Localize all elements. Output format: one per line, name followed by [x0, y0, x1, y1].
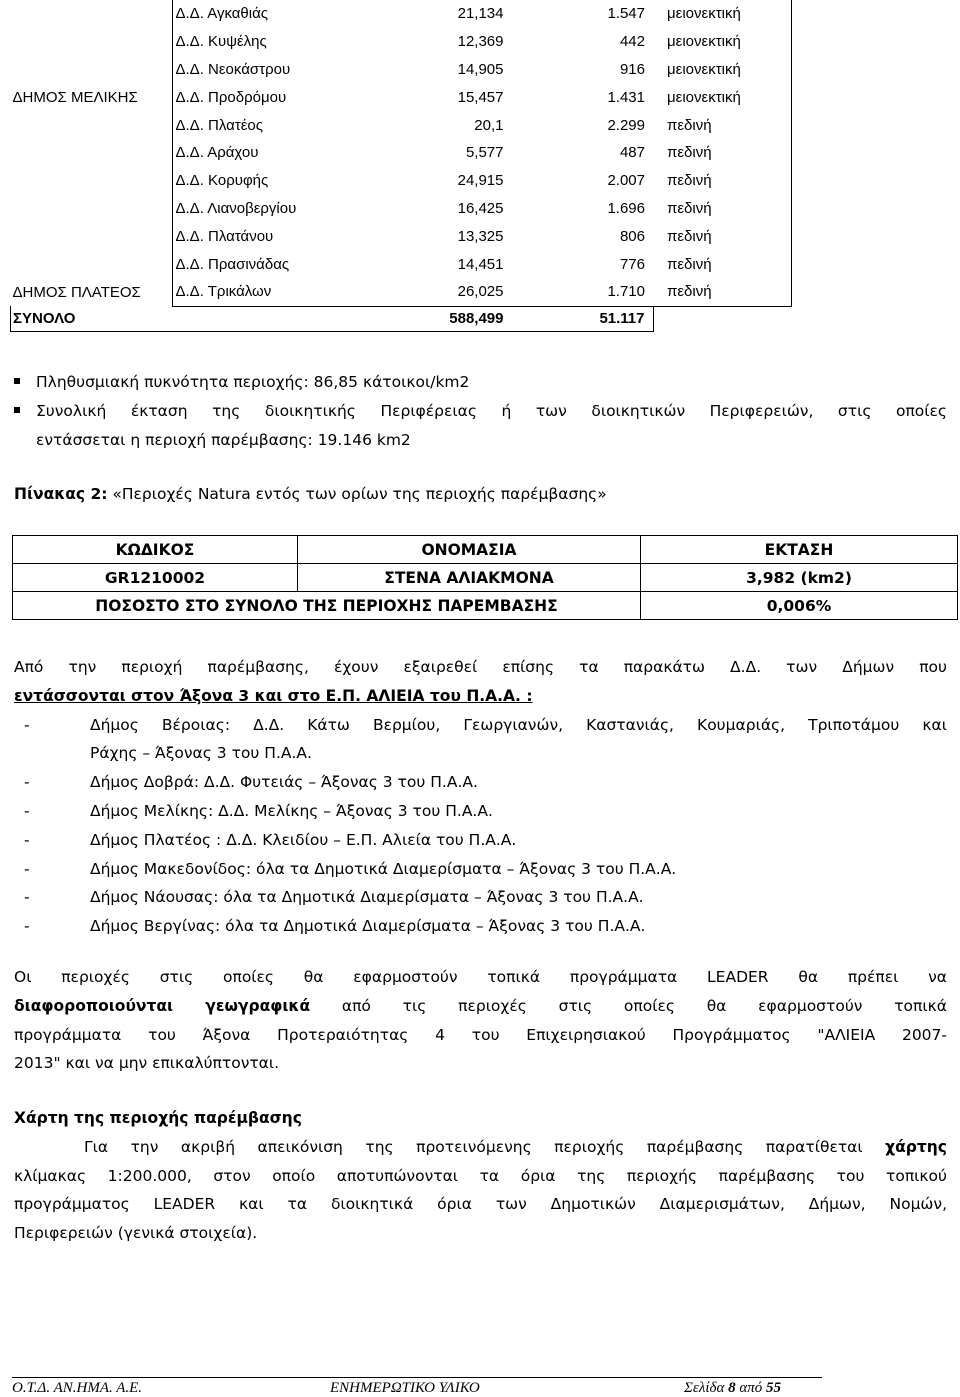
area-cell: 21,134	[457, 5, 504, 23]
district-cell: Δ.Δ. Κυψέλης	[172, 28, 380, 56]
table-row	[11, 195, 792, 223]
type-cell: πεδινή	[653, 167, 792, 195]
density-bullet	[14, 368, 947, 397]
table-row	[11, 111, 792, 139]
bullet-square-icon	[14, 407, 20, 413]
map-section-heading: Χάρτη της περιοχής παρέμβασης	[14, 1109, 302, 1127]
footer-document-type: ΕΝΗΜΕΡΩΤΙΚΟ ΥΛΙΚΟ	[330, 1380, 480, 1396]
natura-table-row	[13, 564, 958, 592]
total-empty-cell	[653, 306, 792, 331]
density-bullet-list	[14, 368, 947, 454]
exclusion-item	[14, 826, 947, 855]
leader-line3: προγράμματα του Άξονα Προτεραιότητας 4 του Επιχειρησιακού Προγράμματος "ΑΛΙΕΙΑ 2007-	[14, 1025, 947, 1044]
total-area: 588,499	[380, 306, 516, 331]
bullet-square-icon	[14, 378, 20, 384]
table-row	[11, 167, 792, 195]
type-cell: μειονεκτική	[653, 0, 792, 28]
district-cell: Δ.Δ. Αράχου	[172, 139, 380, 167]
area-cell: 20,1	[474, 116, 504, 134]
district-cell: Δ.Δ. Τρικάλων	[172, 278, 380, 306]
municipality-cell	[11, 139, 173, 167]
density-text: Πληθυσμιακή πυκνότητα περιοχής: 86,85 κάτοικοι/km2	[36, 373, 470, 391]
district-cell: Δ.Δ. Πλατάνου	[172, 222, 380, 250]
municipality-cell	[11, 56, 173, 84]
type-cell: πεδινή	[653, 195, 792, 223]
exclusion-item-line1: Δήμος Μελίκης: Δ.Δ. Μελίκης – Άξονας 3 του Π.Α.Α.	[90, 801, 493, 820]
area-cell: 26,025	[380, 278, 516, 306]
dash-bullet-icon: -	[24, 917, 30, 936]
type-cell: πεδινή	[653, 111, 792, 139]
area-cell: 14,451	[457, 255, 504, 273]
table2-title	[14, 480, 947, 509]
table2-title-label: Πίνακας 2:	[14, 485, 108, 503]
dash-bullet-icon: -	[24, 859, 30, 878]
table2-title-text: «Περιοχές Natura εντός των ορίων της περιοχής παρέμβασης»	[112, 485, 607, 503]
natura-table-header	[13, 536, 958, 564]
area-text-line1: Συνολική έκταση της διοικητικής Περιφέρειας ή των διοικητικών Περιφερειών, στις οποίες	[36, 401, 947, 420]
exclusions-intro-line2: εντάσσονται στον Άξονα 3 και στο Ε.Π. ΑΛΙΕΙΑ του Π.Α.Α. :	[14, 686, 533, 705]
footer-page-total: 55	[765, 1380, 781, 1396]
leader-line2-bold: διαφοροποιούνται γεωγραφικά	[14, 996, 311, 1015]
type-cell: μειονεκτική	[653, 83, 792, 111]
population-cell: 442	[619, 33, 645, 51]
exclusion-item-line1: Δήμος Νάουσας: όλα τα Δημοτικά Διαμερίσματα – Άξονας 3 του Π.Α.Α.	[90, 888, 644, 907]
population-cell: 487	[619, 144, 645, 162]
district-cell: Δ.Δ. Αγκαθιάς	[172, 0, 380, 28]
dash-bullet-icon: -	[24, 715, 30, 734]
area-bullet	[14, 397, 947, 455]
exclusion-item	[14, 855, 947, 884]
population-cell: 1.547	[607, 5, 645, 23]
exclusion-item-line1: Δήμος Βεργίνας: όλα τα Δημοτικά Διαμερίσματα – Άξονας 3 του Π.Α.Α.	[90, 917, 646, 936]
leader-line2-rest: από τις περιοχές στις οποίες θα εφαρμοστούν τοπικά	[341, 996, 947, 1015]
municipality-cell	[11, 195, 173, 223]
type-cell: μειονεκτική	[653, 28, 792, 56]
table-row	[11, 0, 792, 28]
type-cell: πεδινή	[653, 278, 792, 306]
district-cell: Δ.Δ. Κορυφής	[172, 167, 380, 195]
exclusion-item	[14, 768, 947, 797]
type-cell: μειονεκτική	[653, 56, 792, 84]
exclusion-item-line2: Ράχης – Άξονας 3 του Π.Α.Α.	[90, 744, 312, 763]
natura-area: 3,982 (km2)	[641, 564, 958, 592]
natura-percent-label: ΠΟΣΟΣΤΟ ΣΤΟ ΣΥΝΟΛΟ ΤΗΣ ΠΕΡΙΟΧΗΣ ΠΑΡΕΜΒΑΣΗΣ	[13, 592, 641, 620]
table-row	[11, 278, 792, 306]
total-population: 51.117	[516, 306, 654, 331]
header-code: ΚΩΔΙΚΟΣ	[13, 536, 298, 564]
population-cell: 2.007	[607, 172, 645, 190]
exclusions-list	[14, 711, 947, 941]
exclusion-item-line1: Δήμος Βέροιας: Δ.Δ. Κάτω Βερμίου, Γεωργιανών, Καστανιάς, Κουμαριάς, Τριποτάμου και	[90, 715, 947, 734]
area-cell: 12,369	[457, 33, 504, 51]
municipality-cell	[11, 167, 173, 195]
map-line1	[14, 1133, 947, 1162]
area-cell: 16,425	[457, 199, 504, 217]
header-area: ΕΚΤΑΣΗ	[641, 536, 958, 564]
district-cell: Δ.Δ. Πλατέος	[172, 111, 380, 139]
natura-code: GR1210002	[13, 564, 298, 592]
total-row	[11, 306, 792, 331]
district-cell: Δ.Δ. Προδρόμου	[172, 83, 380, 111]
map-line2: κλίμακας 1:200.000, στον οποίο αποτυπώνονται τα όρια της περιοχής παρέμβασης του τοπικού	[14, 1166, 947, 1185]
dash-bullet-icon: -	[24, 830, 30, 849]
municipality-cell	[11, 111, 173, 139]
population-cell: 916	[619, 60, 645, 78]
area-cell: 13,325	[457, 227, 504, 245]
exclusion-item	[14, 883, 947, 912]
map-line4: Περιφερειών (γενικά στοιχεία).	[14, 1224, 258, 1243]
area-text-line2: εντάσσεται η περιοχή παρέμβασης: 19.146 km2	[36, 430, 411, 449]
exclusion-item-line1: Δήμος Δοβρά: Δ.Δ. Φυτειάς – Άξονας 3 του Π.Α.Α.	[90, 773, 478, 792]
table-row	[11, 139, 792, 167]
exclusion-item	[14, 797, 947, 826]
map-line1-bold: χάρτης	[885, 1137, 947, 1156]
natura-name: ΣΤΕΝΑ ΑΛΙΑΚΜΟΝΑ	[298, 564, 641, 592]
leader-line4: 2013" και να μην επικαλύπτονται.	[14, 1054, 280, 1073]
district-cell: Δ.Δ. Νεοκάστρου	[172, 56, 380, 84]
footer-of-label: από	[739, 1380, 763, 1396]
type-cell: πεδινή	[653, 250, 792, 278]
leader-line2	[14, 992, 947, 1021]
natura-percent-value: 0,006%	[641, 592, 958, 620]
area-cell: 5,577	[465, 144, 504, 162]
population-cell: 1.696	[607, 199, 645, 217]
table-row	[11, 250, 792, 278]
footer-page-info	[684, 1380, 781, 1397]
map-line3: προγράμματος LEADER και τα διοικητικά όρια των Δημοτικών Διαμερισμάτων, Δήμων, Νομών,	[14, 1195, 947, 1214]
exclusion-item	[14, 912, 947, 941]
municipal-districts-table	[10, 0, 792, 332]
population-cell: 776	[619, 255, 645, 273]
table-row	[11, 28, 792, 56]
municipality-cell	[11, 28, 173, 56]
page-footer	[12, 1377, 822, 1396]
municipality-cell	[11, 250, 173, 278]
footer-page-number: 8	[728, 1380, 736, 1396]
area-cell: 14,905	[457, 60, 504, 78]
area-cell: 24,915	[457, 172, 504, 190]
natura-table	[12, 535, 958, 620]
population-cell: 1.431	[607, 88, 645, 106]
map-section	[14, 1104, 947, 1248]
municipality-cell: ΔΗΜΟΣ ΜΕΛΙΚΗΣ	[12, 88, 138, 106]
table-row	[11, 83, 792, 111]
exclusions-intro-line1: Από την περιοχή παρέμβασης, έχουν εξαιρεθεί επίσης τα παρακάτω Δ.Δ. των Δήμων που	[14, 658, 947, 676]
dash-bullet-icon: -	[24, 801, 30, 820]
exclusions-section	[14, 653, 947, 941]
natura-percent-row	[13, 592, 958, 620]
municipality-cell	[11, 222, 173, 250]
header-name: ΟΝΟΜΑΣΙΑ	[298, 536, 641, 564]
municipality-cell	[11, 0, 173, 28]
population-cell: 806	[619, 227, 645, 245]
dash-bullet-icon: -	[24, 888, 30, 907]
total-label: ΣΥΝΟΛΟ	[11, 306, 173, 331]
exclusion-item-line1: Δήμος Μακεδονίδος: όλα τα Δημοτικά Διαμερίσματα – Άξονας 3 του Π.Α.Α.	[90, 859, 677, 878]
table-row	[11, 222, 792, 250]
type-cell: πεδινή	[653, 139, 792, 167]
total-spacer	[172, 306, 380, 331]
table-row	[11, 56, 792, 84]
footer-page-label: Σελίδα	[684, 1380, 725, 1396]
district-cell: Δ.Δ. Πρασινάδας	[172, 250, 380, 278]
population-cell: 1.710	[516, 278, 654, 306]
type-cell: πεδινή	[653, 222, 792, 250]
population-cell: 2.299	[607, 116, 645, 134]
dash-bullet-icon: -	[24, 773, 30, 792]
district-cell: Δ.Δ. Λιανοβεργίου	[172, 195, 380, 223]
exclusion-item-line1: Δήμος Πλατέος : Δ.Δ. Κλειδίου – Ε.Π. Αλιεία του Π.Α.Α.	[90, 830, 517, 849]
leader-line1: Οι περιοχές στις οποίες θα εφαρμοστούν τοπικά προγράμματα LEADER θα πρέπει να	[14, 968, 947, 986]
map-line1-text: Για την ακριβή απεικόνιση της προτεινόμενης περιοχής παρέμβασης παρατίθεται	[84, 1137, 863, 1156]
exclusion-item	[14, 711, 947, 769]
footer-organization: Ο.Τ.Δ. ΑΝ.ΗΜΑ. Α.Ε.	[12, 1380, 143, 1396]
leader-paragraph	[14, 963, 947, 1078]
area-cell: 15,457	[457, 88, 504, 106]
municipality-cell: ΔΗΜΟΣ ΠΛΑΤΕΟΣ	[12, 283, 141, 301]
